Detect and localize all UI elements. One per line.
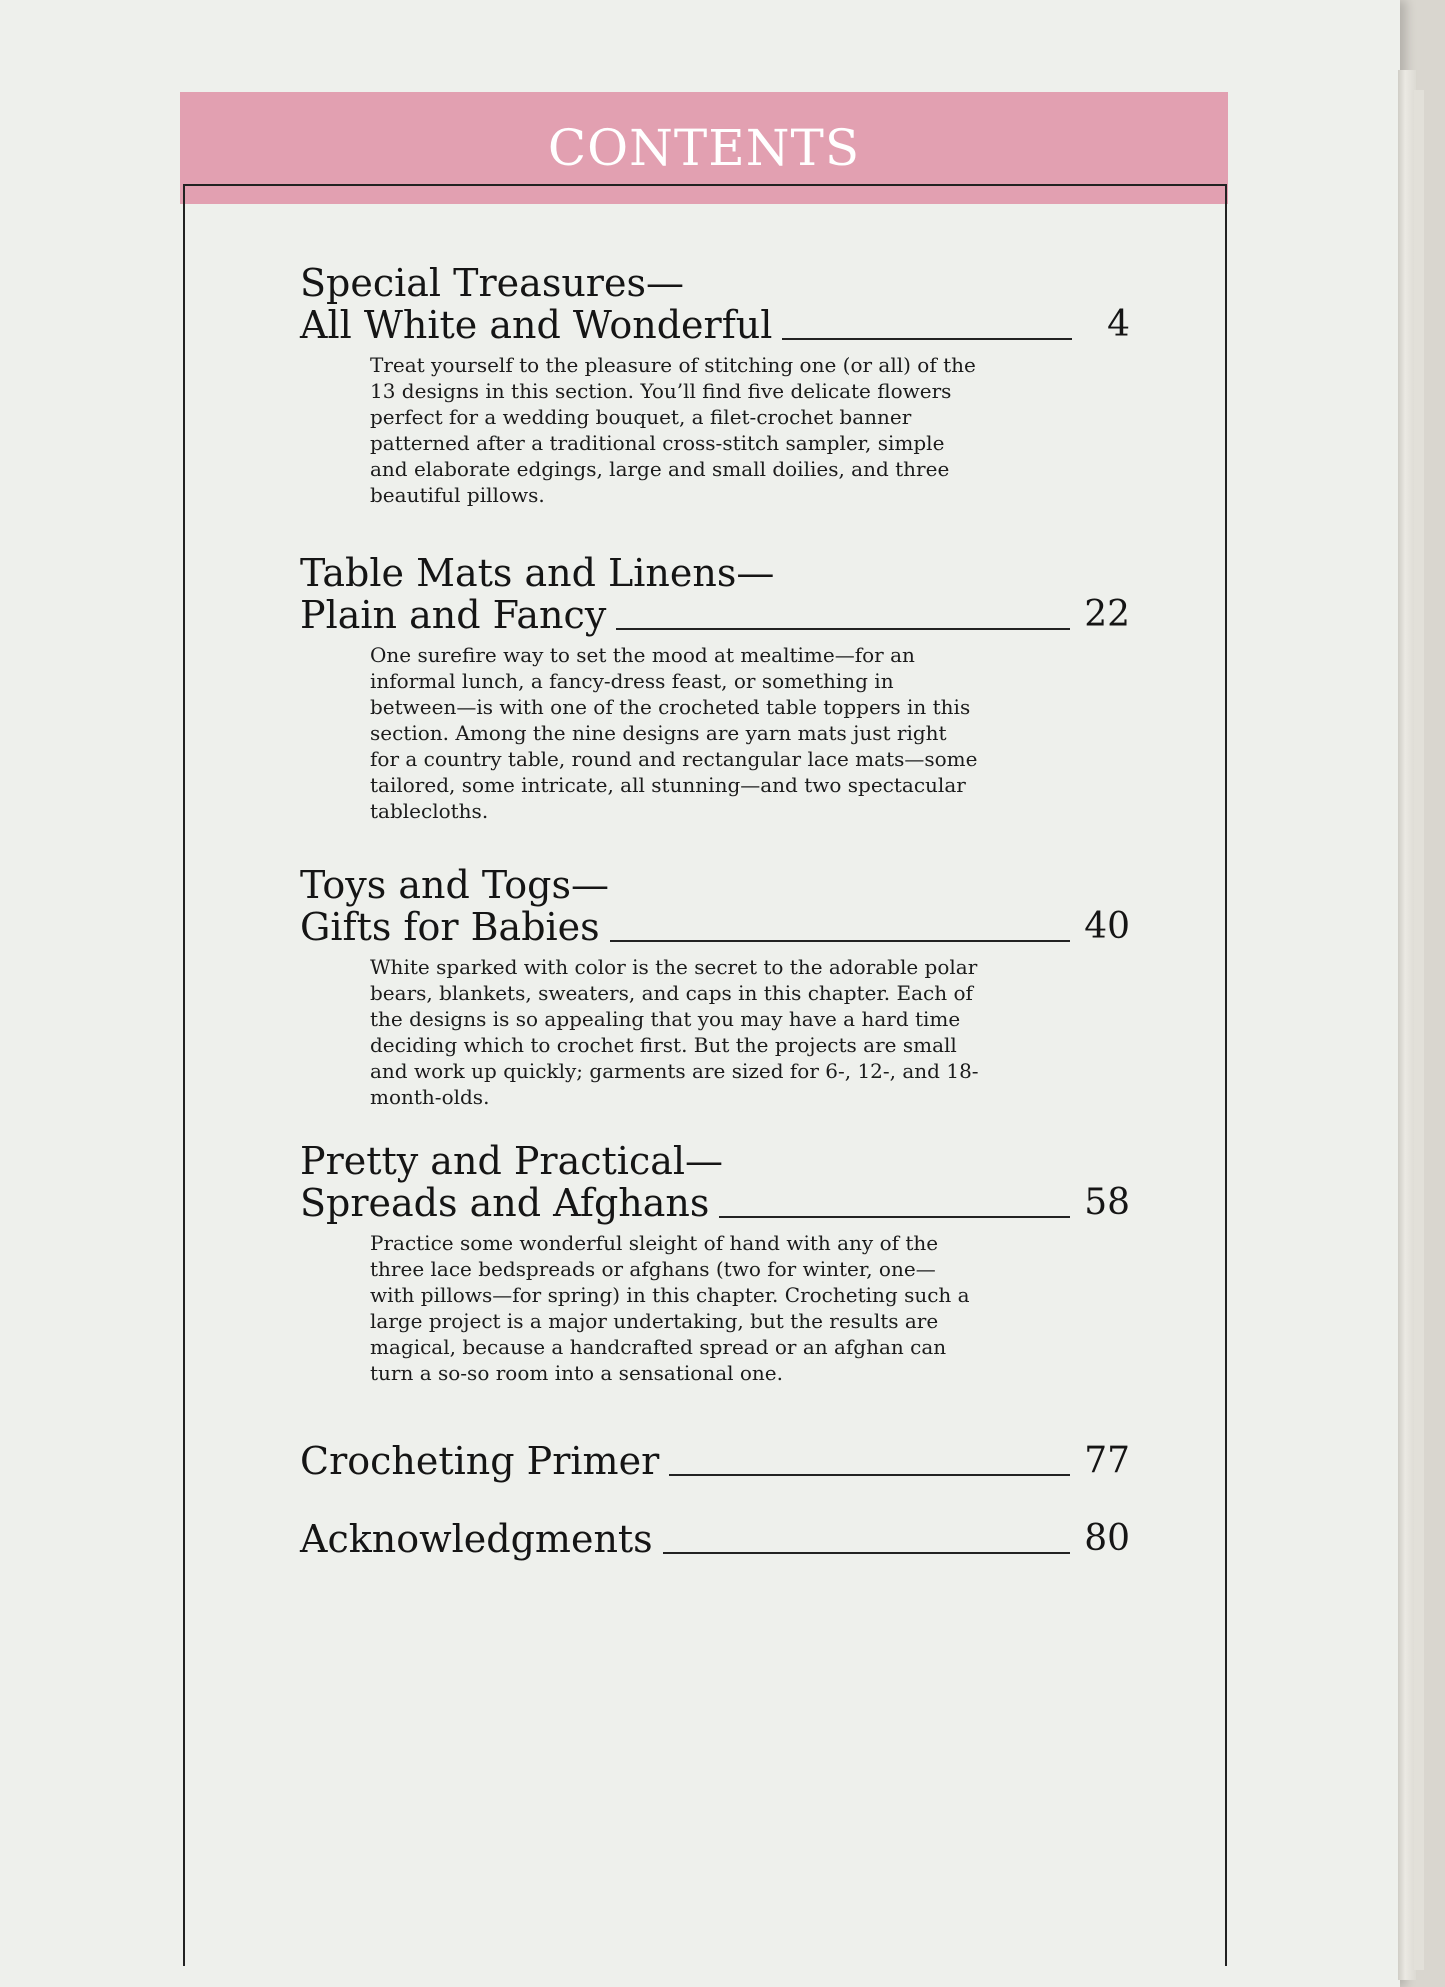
page-number: 4 bbox=[1107, 304, 1130, 345]
toc-entry bbox=[300, 1140, 1130, 1386]
entry-title-line1: Special Treasures— bbox=[300, 261, 684, 305]
entry-description: White sparked with color is the secret to the adorable polar bears, blankets, sweaters, and caps in this chapter. Each of the designs is so appealing that you may have a hard time deciding which to crochet first. But the projects are small and work up quickly; garments are sized for 6-, 12-, and 18-month-olds. bbox=[370, 955, 979, 1109]
page-number: 58 bbox=[1084, 1182, 1130, 1223]
entry-description: Treat yourself to the pleasure of stitching one (or all) of the 13 designs in this section. You’ll find five delicate flowers perfect for a wedding bouquet, a filet-crochet banner patterned after a traditional cross-stitch sampler, simple and elaborate edgings, large and small doilies, and three beautiful pillows. bbox=[370, 353, 976, 507]
entry-title-line2: Spreads and Afghans bbox=[300, 1181, 710, 1225]
entry-title-row bbox=[300, 304, 1130, 346]
toc-entry bbox=[300, 262, 1130, 508]
toc-entry bbox=[300, 1440, 1130, 1482]
dot-leader bbox=[610, 939, 1071, 942]
entry-title-line2: Plain and Fancy bbox=[300, 593, 607, 637]
entry-title-row bbox=[300, 1440, 1130, 1482]
page-number: 40 bbox=[1084, 906, 1130, 947]
entry-title: Crocheting Primer bbox=[300, 1439, 660, 1483]
toc-entry bbox=[300, 1518, 1130, 1560]
page-number: 22 bbox=[1084, 594, 1130, 635]
page-number: 80 bbox=[1084, 1518, 1130, 1559]
entry-title-line1: Pretty and Practical— bbox=[300, 1139, 724, 1183]
toc-entry bbox=[300, 864, 1130, 1110]
entry-title-row bbox=[300, 1518, 1130, 1560]
entry-title-line1: Table Mats and Linens— bbox=[300, 551, 775, 595]
entry-title-row bbox=[300, 1182, 1130, 1224]
page-title: CONTENTS bbox=[547, 119, 861, 177]
dot-leader bbox=[669, 1473, 1070, 1476]
entry-description: Practice some wonderful sleight of hand with any of the three lace bedspreads or afghans (two for winter, one—with pillows—for spring) in this chapter. Crocheting such a large project is a major undertaking, but the results are magical, because a handcrafted spread or an afghan can turn a so-so room into a sensational one. bbox=[370, 1231, 970, 1385]
entry-title-row bbox=[300, 594, 1130, 636]
entry-title-row bbox=[300, 906, 1130, 948]
entry-title-line2: Gifts for Babies bbox=[300, 905, 600, 949]
entry-title: Acknowledgments bbox=[300, 1517, 653, 1561]
page-stack-edge-back bbox=[1414, 90, 1424, 1970]
toc-entry bbox=[300, 552, 1130, 824]
dot-leader bbox=[616, 627, 1070, 630]
dot-leader bbox=[663, 1551, 1071, 1554]
dot-leader bbox=[719, 1215, 1070, 1218]
entry-description: One surefire way to set the mood at mealtime—for an informal lunch, a fancy-dress feast, or something in between—is with one of the crocheted table toppers in this section. Among the nine designs are yarn mats just right for a country table, round and rectangular lace mats—some tailored, some intricate, all stunning—and two spectacular tablecloths. bbox=[370, 643, 978, 823]
page-number: 77 bbox=[1084, 1440, 1130, 1481]
entry-title-line2: All White and Wonderful bbox=[300, 303, 773, 347]
entry-title-line1: Toys and Togs— bbox=[300, 863, 609, 907]
dot-leader bbox=[782, 337, 1072, 340]
